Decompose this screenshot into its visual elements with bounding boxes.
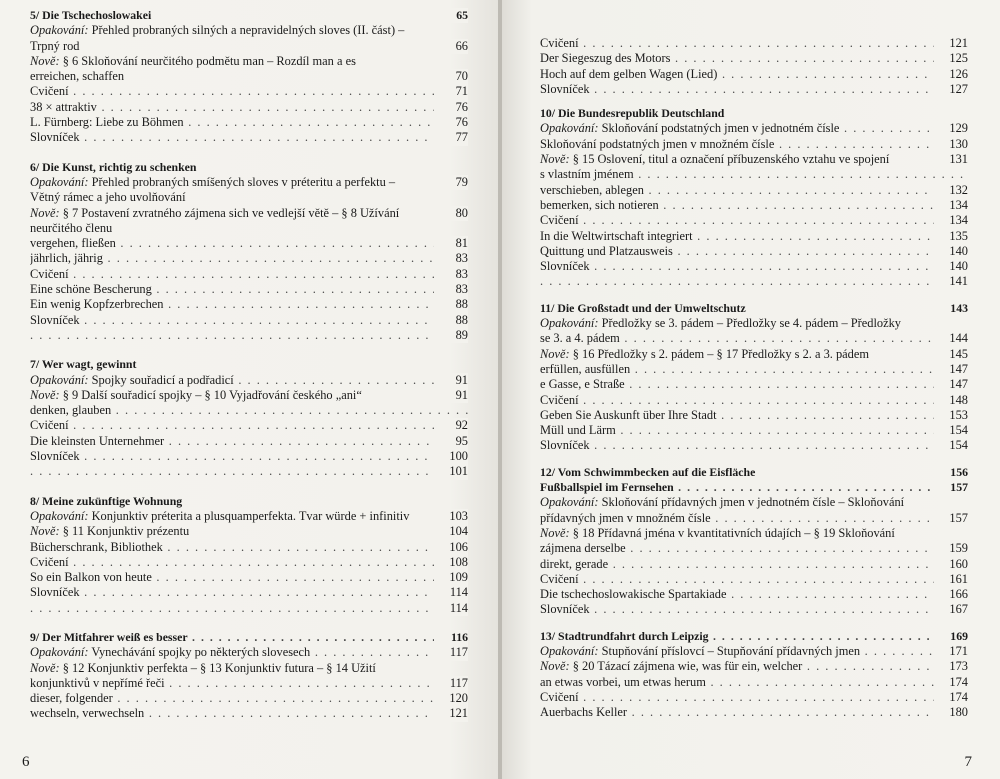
entry-label: Nově: bbox=[540, 525, 570, 540]
entry-text: § 18 Přídavná jména v kvantitativních údajích – § 19 Skloňování bbox=[572, 525, 895, 540]
entry-text: 12/ Vom Schwimmbecken auf die Eisfläche bbox=[540, 464, 756, 479]
entry-text: erfüllen, ausfüllen bbox=[540, 361, 631, 376]
entry-label: Nově: bbox=[540, 659, 570, 674]
entry-text: 8/ Meine zukünftige Wohnung bbox=[30, 493, 183, 508]
toc-section bbox=[30, 357, 468, 479]
entry-text: Auerbachs Keller bbox=[540, 705, 628, 720]
toc-entry bbox=[30, 23, 468, 38]
entry-text: Předložky se 3. pádem – Předložky se 4. pádem – Předložky bbox=[601, 316, 901, 331]
toc-entry bbox=[540, 36, 968, 51]
toc-entry bbox=[30, 190, 468, 205]
entry-page-number: 135 bbox=[934, 229, 968, 244]
toc-entry bbox=[540, 438, 968, 453]
entry-text: Slovníček bbox=[540, 602, 590, 617]
entry-page-number: 126 bbox=[934, 67, 968, 82]
entry-text: Cvičení bbox=[540, 392, 579, 407]
entry-page-number: 109 bbox=[434, 570, 468, 585]
chapter-heading bbox=[30, 494, 468, 509]
entry-label: Nově: bbox=[30, 53, 60, 68]
entry-page-number: 134 bbox=[934, 213, 968, 228]
entry-text: Die tschechoslowakische Spartakiade bbox=[540, 587, 727, 602]
entry-text: Hoch auf dem gelben Wagen (Lied) bbox=[540, 66, 718, 81]
entry-page-number: 156 bbox=[934, 465, 968, 480]
toc-entry bbox=[30, 175, 468, 190]
entry-text: zájmena derselbe bbox=[540, 541, 626, 556]
entry-page-number: 83 bbox=[434, 282, 468, 297]
toc-entry bbox=[540, 659, 968, 674]
entry-text: Cvičení bbox=[30, 266, 69, 281]
entry-text: Slovníček bbox=[30, 585, 80, 600]
entry-page-number: 70 bbox=[434, 69, 468, 84]
entry-text: L. Fürnberg: Liebe zu Böhmen bbox=[30, 115, 184, 130]
entry-page-number: 101 bbox=[434, 464, 468, 479]
entry-page-number: 121 bbox=[934, 36, 968, 51]
toc-entry bbox=[30, 251, 468, 266]
entry-text: Spojky souřadicí a podřadicí bbox=[91, 372, 234, 387]
toc-entry bbox=[30, 464, 468, 479]
entry-page-number: 89 bbox=[434, 328, 468, 343]
toc-entry bbox=[30, 570, 468, 585]
toc-entry bbox=[540, 423, 968, 438]
entry-page-number: 140 bbox=[934, 244, 968, 259]
entry-page-number: 153 bbox=[934, 408, 968, 423]
toc-entry bbox=[540, 541, 968, 556]
entry-page-number: 116 bbox=[434, 630, 468, 645]
entry-page-number: 154 bbox=[934, 423, 968, 438]
toc-entry bbox=[30, 206, 468, 221]
entry-page-number: 114 bbox=[434, 585, 468, 600]
entry-text: Cvičení bbox=[540, 689, 579, 704]
entry-text: 6/ Die Kunst, richtig zu schenken bbox=[30, 159, 197, 174]
toc-entry bbox=[30, 54, 468, 69]
toc-entry bbox=[540, 495, 968, 510]
toc-entry bbox=[30, 39, 468, 54]
entry-text: Slovníček bbox=[30, 130, 80, 145]
entry-text: wechseln, verwechseln bbox=[30, 706, 145, 721]
chapter-heading bbox=[540, 480, 968, 495]
entry-text: 9/ Der Mitfahrer weiß es besser bbox=[30, 629, 188, 644]
chapter-heading bbox=[30, 160, 468, 175]
entry-text: neurčitého členu bbox=[30, 220, 113, 235]
right-page-number: 7 bbox=[964, 754, 972, 770]
entry-text: § 6 Skloňování neurčitého podmětu man – Rozdíl man a es bbox=[62, 53, 356, 68]
toc-entry bbox=[540, 137, 968, 152]
chapter-heading bbox=[30, 630, 468, 645]
entry-page-number: 114 bbox=[434, 601, 468, 616]
entry-text: § 15 Oslovení, titul a označení příbuzenského vztahu ve spojení bbox=[572, 152, 890, 167]
chapter-heading bbox=[540, 106, 968, 121]
toc-entry bbox=[540, 511, 968, 526]
entry-label: Opakování: bbox=[540, 121, 599, 136]
entry-text: Větný rámec a jeho uvolňování bbox=[30, 190, 186, 205]
toc-entry bbox=[30, 509, 468, 524]
entry-text: Cvičení bbox=[540, 36, 579, 50]
toc-entry bbox=[540, 377, 968, 392]
entry-text: Müll und Lärm bbox=[540, 423, 616, 438]
entry-page-number: 161 bbox=[934, 572, 968, 587]
toc-entry bbox=[540, 183, 968, 198]
entry-page-number: 174 bbox=[934, 675, 968, 690]
toc-entry bbox=[540, 67, 968, 82]
toc-entry bbox=[540, 229, 968, 244]
chapter-heading bbox=[540, 629, 968, 644]
toc-entry bbox=[540, 393, 968, 408]
entry-text: dieser, folgender bbox=[30, 691, 113, 706]
entry-text: In die Weltwirtschaft integriert bbox=[540, 228, 693, 243]
toc-entry bbox=[540, 675, 968, 690]
toc-section bbox=[30, 160, 468, 344]
entry-text: § 20 Tázací zájmena wie, was für ein, welcher bbox=[572, 659, 803, 674]
entry-text: Cvičení bbox=[30, 84, 69, 99]
entry-page-number: 103 bbox=[434, 509, 468, 524]
entry-text: § 11 Konjunktiv prézentu bbox=[62, 524, 190, 539]
entry-page-number: 145 bbox=[934, 347, 968, 362]
entry-text: konjunktivů v nepřímé řeči bbox=[30, 675, 165, 690]
entry-text: Cvičení bbox=[30, 554, 69, 569]
toc-entry bbox=[540, 347, 968, 362]
entry-page-number: 83 bbox=[434, 251, 468, 266]
entry-text: Slovníček bbox=[30, 312, 80, 327]
entry-page-number: 79 bbox=[434, 175, 468, 190]
entry-text: Skloňování přídavných jmen v jednotném čísle – Skloňování bbox=[601, 495, 905, 510]
entry-label: Opakování: bbox=[30, 645, 89, 660]
entry-text: e Gasse, e Straße bbox=[540, 377, 625, 392]
toc-section bbox=[540, 465, 968, 618]
entry-text: Slovníček bbox=[540, 81, 590, 96]
right-table-of-contents bbox=[540, 36, 968, 720]
toc-entry bbox=[30, 661, 468, 676]
toc-entry bbox=[30, 555, 468, 570]
entry-label: Opakování: bbox=[30, 508, 89, 523]
toc-entry bbox=[30, 418, 468, 433]
toc-section bbox=[540, 106, 968, 290]
entry-page-number: 159 bbox=[934, 541, 968, 556]
entry-text: § 12 Konjunktiv perfekta – § 13 Konjunktiv futura – § 14 Užití bbox=[62, 660, 376, 675]
entry-page-number: 173 bbox=[934, 659, 968, 674]
entry-page-number: 66 bbox=[434, 39, 468, 54]
entry-text: § 16 Předložky s 2. pádem – § 17 Předložky s 2. a 3. pádem bbox=[572, 346, 869, 361]
entry-label: Opakování: bbox=[540, 316, 599, 331]
entry-text: 7/ Wer wagt, gewinnt bbox=[30, 357, 137, 372]
entry-page-number: 76 bbox=[434, 115, 468, 130]
entry-page-number: 130 bbox=[934, 137, 968, 152]
toc-entry bbox=[30, 676, 468, 691]
entry-page-number: 160 bbox=[934, 557, 968, 572]
entry-page-number: 65 bbox=[434, 8, 468, 23]
entry-page-number: 92 bbox=[434, 418, 468, 433]
entry-page-number: 77 bbox=[434, 130, 468, 145]
entry-page-number: 125 bbox=[934, 51, 968, 66]
entry-page-number: 171 bbox=[934, 644, 968, 659]
entry-text: § 9 Další souřadicí spojky – § 10 Vyjadřování českého „ani“ bbox=[62, 387, 362, 402]
entry-text: denken, glauben bbox=[30, 403, 112, 418]
entry-text: Slovníček bbox=[540, 259, 590, 274]
chapter-heading bbox=[540, 301, 968, 316]
toc-entry bbox=[540, 644, 968, 659]
entry-label: Opakování: bbox=[30, 174, 89, 189]
toc-entry bbox=[540, 82, 968, 97]
entry-page-number: 81 bbox=[434, 236, 468, 251]
entry-text: verschieben, ablegen bbox=[540, 182, 644, 197]
chapter-heading bbox=[30, 8, 468, 23]
entry-page-number: 80 bbox=[434, 206, 468, 221]
toc-entry bbox=[540, 602, 968, 617]
entry-text: Quittung und Platzausweis bbox=[540, 243, 673, 258]
entry-page-number: 100 bbox=[434, 449, 468, 464]
entry-text: Skloňování podstatných jmen v jednotném čísle bbox=[601, 121, 840, 136]
toc-entry bbox=[30, 449, 468, 464]
entry-label: Nově: bbox=[30, 660, 60, 675]
entry-page-number: 148 bbox=[934, 393, 968, 408]
entry-text: § 7 Postavení zvratného zájmena sich ve vedlejší větě – § 8 Užívání bbox=[62, 205, 400, 220]
entry-label: Nově: bbox=[30, 524, 60, 539]
toc-entry bbox=[30, 373, 468, 388]
toc-entry bbox=[30, 691, 468, 706]
entry-page-number: 147 bbox=[934, 377, 968, 392]
entry-text: erreichen, schaffen bbox=[30, 69, 125, 84]
chapter-heading bbox=[30, 357, 468, 372]
entry-text: 38 × attraktiv bbox=[30, 99, 97, 114]
entry-text: Cvičení bbox=[30, 418, 69, 433]
entry-page-number: 174 bbox=[934, 690, 968, 705]
toc-section bbox=[30, 494, 468, 616]
entry-page-number: 147 bbox=[934, 362, 968, 377]
toc-entry bbox=[540, 331, 968, 346]
toc-entry bbox=[540, 362, 968, 377]
toc-entry bbox=[540, 557, 968, 572]
entry-label: Opakování: bbox=[30, 372, 89, 387]
toc-entry bbox=[30, 706, 468, 721]
entry-text: Geben Sie Auskunft über Ihre Stadt bbox=[540, 407, 717, 422]
chapter-heading bbox=[540, 465, 968, 480]
entry-text: 13/ Stadtrundfahrt durch Leipzig bbox=[540, 628, 709, 643]
entry-text: Přehled probraných smíšených sloves v préteritu a perfektu – bbox=[91, 174, 396, 189]
entry-page-number: 108 bbox=[434, 555, 468, 570]
entry-page-number: 88 bbox=[434, 313, 468, 328]
left-page-number: 6 bbox=[22, 754, 30, 770]
toc-entry bbox=[30, 328, 468, 343]
entry-label: Opakování: bbox=[540, 643, 599, 658]
toc-entry bbox=[540, 213, 968, 228]
toc-entry bbox=[30, 645, 468, 660]
entry-page-number: 134 bbox=[934, 198, 968, 213]
entry-page-number: 104 bbox=[434, 524, 468, 539]
entry-page-number: 91 bbox=[434, 373, 468, 388]
toc-entry bbox=[30, 267, 468, 282]
toc-entry bbox=[30, 84, 468, 99]
entry-label: Opakování: bbox=[540, 495, 599, 510]
toc-section bbox=[540, 301, 968, 454]
entry-page-number: 71 bbox=[434, 84, 468, 99]
entry-page-number: 127 bbox=[934, 82, 968, 97]
toc-entry bbox=[540, 244, 968, 259]
entry-label: Nově: bbox=[540, 152, 570, 167]
entry-page-number: 117 bbox=[434, 645, 468, 660]
entry-text: Fußballspiel im Fernsehen bbox=[540, 480, 674, 495]
entry-page-number: 167 bbox=[934, 602, 968, 617]
entry-text: direkt, gerade bbox=[540, 556, 609, 571]
entry-page-number: 157 bbox=[934, 511, 968, 526]
entry-page-number: 76 bbox=[434, 100, 468, 115]
entry-text: Der Siegeszug des Motors bbox=[540, 51, 671, 66]
entry-text: přídavných jmen v množném čísle bbox=[540, 510, 711, 525]
toc-entry bbox=[30, 585, 468, 600]
entry-text: Přehled probraných silných a nepravidelných sloves (II. část) – bbox=[91, 23, 405, 38]
entry-page-number: 129 bbox=[934, 121, 968, 136]
toc-entry bbox=[540, 274, 968, 289]
entry-page-number: 83 bbox=[434, 267, 468, 282]
entry-page-number: 117 bbox=[434, 676, 468, 691]
entry-text: Ein wenig Kopfzerbrechen bbox=[30, 297, 164, 312]
entry-text: an etwas vorbei, um etwas herum bbox=[540, 674, 706, 689]
entry-text: Konjunktiv préterita a plusquamperfekta. Tvar würde + infinitiv bbox=[91, 508, 410, 523]
toc-entry bbox=[30, 236, 468, 251]
entry-text: Trpný rod bbox=[30, 38, 80, 53]
entry-text: bemerken, sich notieren bbox=[540, 197, 659, 212]
toc-entry bbox=[540, 152, 968, 167]
entry-page-number: 88 bbox=[434, 297, 468, 312]
toc-entry bbox=[30, 403, 468, 418]
entry-page-number: 95 bbox=[434, 434, 468, 449]
entry-text: Bücherschrank, Bibliothek bbox=[30, 539, 163, 554]
entry-label: Opakování: bbox=[30, 23, 89, 38]
entry-page-number: 106 bbox=[434, 540, 468, 555]
entry-text: So ein Balkon von heute bbox=[30, 570, 152, 585]
entry-text: se 3. a 4. pádem bbox=[540, 331, 620, 346]
toc-entry bbox=[30, 388, 468, 403]
entry-page-number: 121 bbox=[434, 706, 468, 721]
entry-text: Cvičení bbox=[540, 571, 579, 586]
toc-section bbox=[30, 630, 468, 722]
toc-entry bbox=[30, 313, 468, 328]
entry-label: Nově: bbox=[540, 346, 570, 361]
toc-section bbox=[540, 629, 968, 721]
toc-entry bbox=[30, 221, 468, 236]
right-page bbox=[502, 0, 1000, 779]
entry-page-number: 91 bbox=[434, 388, 468, 403]
entry-page-number: 140 bbox=[934, 259, 968, 274]
entry-page-number: 120 bbox=[434, 691, 468, 706]
left-table-of-contents bbox=[30, 8, 468, 722]
entry-page-number: 132 bbox=[934, 183, 968, 198]
entry-page-number: 141 bbox=[934, 274, 968, 289]
toc-entry bbox=[30, 524, 468, 539]
entry-page-number: 180 bbox=[934, 705, 968, 720]
entry-text: 10/ Die Bundesrepublik Deutschland bbox=[540, 106, 725, 121]
toc-entry bbox=[540, 587, 968, 602]
entry-text: Stupňování příslovcí – Stupňování přídavných jmen bbox=[601, 643, 861, 658]
entry-page-number: 144 bbox=[934, 331, 968, 346]
toc-entry bbox=[540, 121, 968, 136]
entry-label: Nově: bbox=[30, 205, 60, 220]
entry-page-number: 143 bbox=[934, 301, 968, 316]
toc-entry bbox=[30, 540, 468, 555]
entry-label: Nově: bbox=[30, 387, 60, 402]
toc-entry bbox=[540, 167, 968, 182]
toc-entry bbox=[30, 115, 468, 130]
entry-text: Slovníček bbox=[540, 438, 590, 453]
toc-entry bbox=[30, 434, 468, 449]
toc-entry bbox=[540, 198, 968, 213]
entry-text: 5/ Die Tschechoslowakei bbox=[30, 8, 152, 22]
entry-text: vergehen, fließen bbox=[30, 236, 116, 251]
toc-section bbox=[540, 36, 968, 97]
entry-text: Die kleinsten Unternehmer bbox=[30, 433, 165, 448]
toc-entry bbox=[30, 69, 468, 84]
toc-entry bbox=[30, 297, 468, 312]
toc-entry bbox=[540, 316, 968, 331]
entry-text: s vlastním jménem bbox=[540, 167, 634, 182]
entry-text: Vynechávání spojky po některých slovesech bbox=[91, 645, 311, 660]
entry-page-number: 169 bbox=[934, 629, 968, 644]
entry-text: 11/ Die Großstadt und der Umweltschutz bbox=[540, 300, 746, 315]
toc-section bbox=[30, 8, 468, 146]
entry-text: Skloňování podstatných jmen v množném čísle bbox=[540, 136, 775, 151]
toc-entry bbox=[30, 282, 468, 297]
entry-page-number: 131 bbox=[934, 152, 968, 167]
entry-text: Eine schöne Bescherung bbox=[30, 282, 152, 297]
toc-entry bbox=[30, 100, 468, 115]
entry-text: jährlich, jährig bbox=[30, 251, 103, 266]
entry-page-number: 157 bbox=[934, 480, 968, 495]
toc-entry bbox=[540, 408, 968, 423]
toc-entry bbox=[540, 51, 968, 66]
entry-page-number: 166 bbox=[934, 587, 968, 602]
entry-page-number: 154 bbox=[934, 438, 968, 453]
toc-entry bbox=[540, 259, 968, 274]
toc-entry bbox=[540, 690, 968, 705]
entry-text: Slovníček bbox=[30, 449, 80, 464]
toc-entry bbox=[540, 526, 968, 541]
toc-entry bbox=[30, 130, 468, 145]
entry-text: Cvičení bbox=[540, 213, 579, 228]
toc-entry bbox=[30, 601, 468, 616]
toc-entry bbox=[540, 705, 968, 720]
toc-entry bbox=[540, 572, 968, 587]
